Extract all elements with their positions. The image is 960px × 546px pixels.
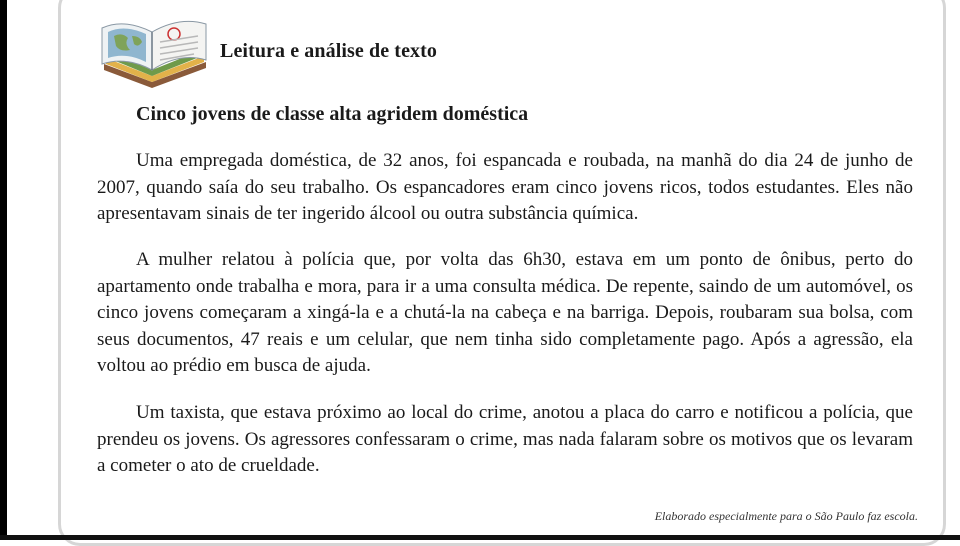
paragraph-1: Uma empregada doméstica, de 32 anos, foi espancada e roubada, na manhã do dia 24 de junho de 2007, quando saía do seu trabalho. Os espancadores eram cinco jovens ricos, todos estudantes. Eles não apresentavam sinais de ter ingerido álcool ou outra substância química. [97, 150, 913, 224]
bottom-rule [0, 535, 960, 540]
section-title: Leitura e análise de texto [220, 40, 438, 62]
left-edge-bar [0, 0, 7, 540]
article-title: Cinco jovens de classe alta agridem doméstica [136, 103, 529, 125]
source-credit: Elaborado especialmente para o São Paulo faz escola. [654, 509, 918, 523]
paragraph-3: Um taxista, que estava próximo ao local do crime, anotou a placa do carro e notificou a polícia, que prendeu os jovens. Os agressores confessaram o crime, mas nada falaram sobre os motivos que os levaram a cometer o ato de crueldade. [97, 402, 913, 476]
open-book-icon [94, 12, 212, 90]
paragraph-2: A mulher relatou à polícia que, por volta das 6h30, estava em um ponto de ônibus, perto do apartamento onde trabalha e mora, para ir a uma consulta médica. De repente, saindo de um automóvel, os cinco jovens começaram a xingá-la e a chutá-la na cabeça e na barriga. Depois, roubaram sua bolsa, com seus documentos, 47 reais e um celular, que nem tinha sido completamente pago. Após a agressão, ela voltou ao prédio em busca de ajuda. [97, 249, 913, 376]
